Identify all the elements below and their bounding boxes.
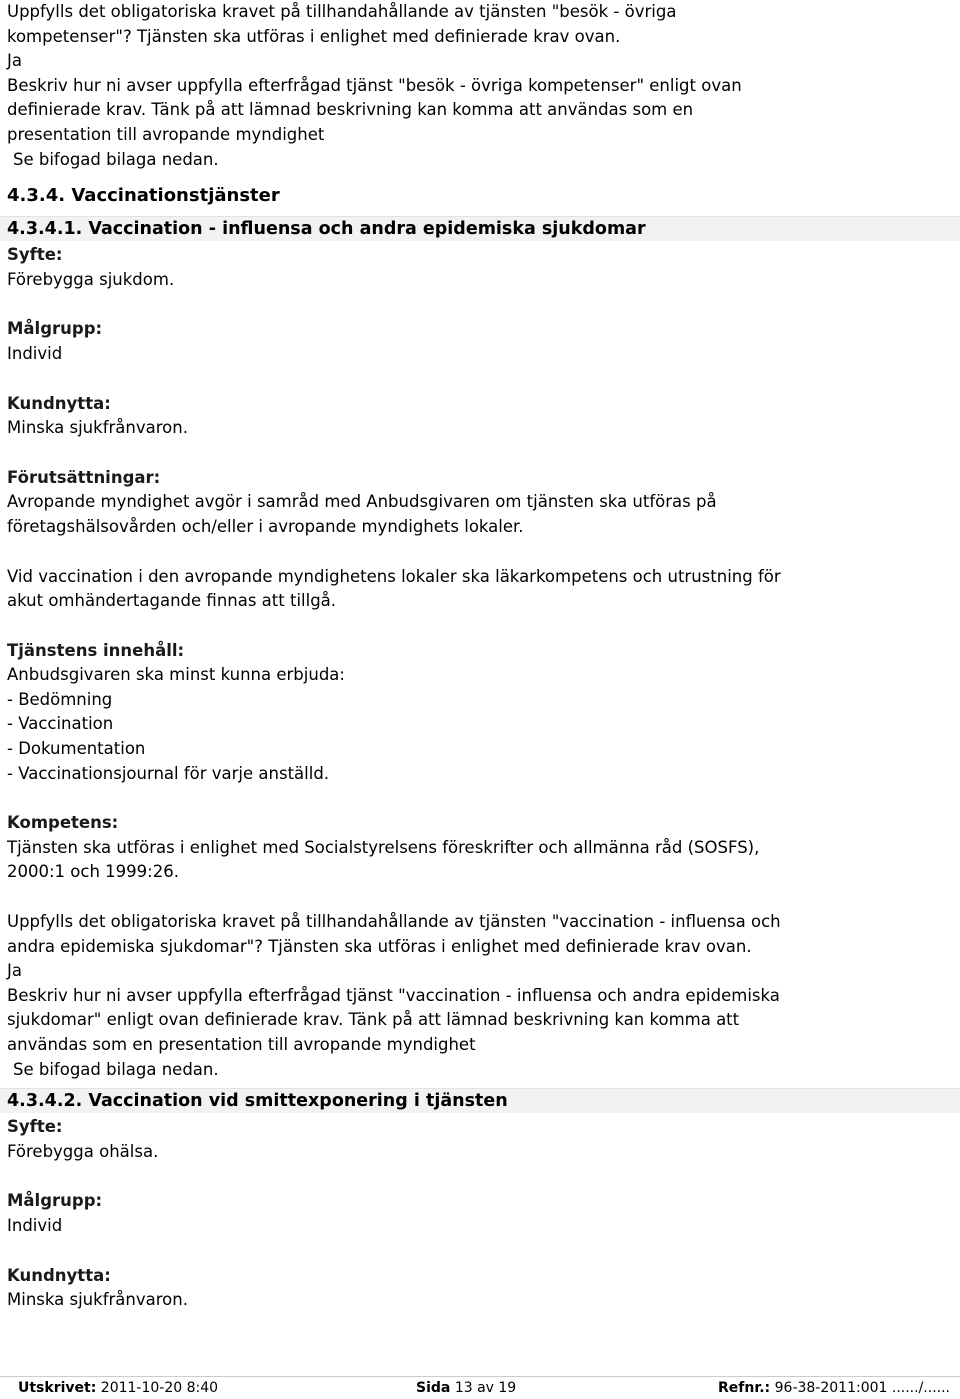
footer-refnr-value: 96-38-2011:001 ....../...... bbox=[774, 1380, 950, 1396]
top-describe-line-1: Beskriv hur ni avser uppfylla efterfrågad tjänst "besök - övriga kompetenser" enligt ovan bbox=[7, 75, 742, 95]
syfte-label: Syfte: bbox=[7, 245, 63, 265]
kompetens-line-2: 2000:1 och 1999:26. bbox=[7, 862, 179, 882]
list-item: - Bedömning bbox=[7, 689, 113, 709]
top-attachment-note: Se bifogad bilaga nedan. bbox=[13, 149, 219, 169]
innehall-intro: Anbudsgivaren ska minst kunna erbjuda: bbox=[7, 665, 345, 685]
footer-page bbox=[416, 1377, 516, 1399]
malgrupp-label: Målgrupp: bbox=[7, 319, 103, 339]
top-describe-line-2: definierade krav. Tänk på att lämnad beskrivning kan komma att användas som en bbox=[7, 100, 694, 120]
requirement-question-line-2: andra epidemiska sjukdomar"? Tjänsten ska utföras i enlighet med definierade krav ovan. bbox=[7, 936, 752, 956]
document-page bbox=[7, 0, 957, 1313]
malgrupp-value: Individ bbox=[7, 343, 63, 363]
vid-vaccination-line-1: Vid vaccination i den avropande myndighetens lokaler ska läkarkompetens och utrustning för bbox=[7, 566, 781, 586]
footer-refnr-label: Refnr.: bbox=[718, 1380, 771, 1396]
syfte-value: Förebygga sjukdom. bbox=[7, 269, 175, 289]
subsection-title: 4.3.4.1. Vaccination - influensa och andra epidemiska sjukdomar bbox=[0, 216, 960, 241]
innehall-label: Tjänstens innehåll: bbox=[7, 640, 185, 660]
kundnytta-value: Minska sjukfrånvaron. bbox=[7, 1290, 188, 1310]
kundnytta-value: Minska sjukfrånvaron. bbox=[7, 418, 188, 438]
list-item: - Vaccination bbox=[7, 714, 114, 734]
syfte-value: Förebygga ohälsa. bbox=[7, 1141, 159, 1161]
subsection-4341 bbox=[7, 216, 957, 1082]
footer-printed bbox=[18, 1377, 218, 1399]
top-answer: Ja bbox=[7, 51, 22, 71]
top-describe-line-3: presentation till avropande myndighet bbox=[7, 124, 325, 144]
attachment-note: Se bifogad bilaga nedan. bbox=[13, 1059, 219, 1079]
subsection-4342 bbox=[7, 1088, 957, 1313]
list-item: - Dokumentation bbox=[7, 739, 146, 759]
describe-line-2: sjukdomar" enligt ovan definierade krav. Tänk på att lämnad beskrivning kan komma att bbox=[7, 1010, 740, 1030]
footer-refnr bbox=[718, 1377, 950, 1399]
footer-page-value: 13 av 19 bbox=[454, 1380, 517, 1396]
forutsattningar-label: Förutsättningar: bbox=[7, 467, 161, 487]
malgrupp-value: Individ bbox=[7, 1215, 63, 1235]
kompetens-label: Kompetens: bbox=[7, 813, 119, 833]
requirement-answer: Ja bbox=[7, 961, 22, 981]
footer-page-label: Sida bbox=[416, 1380, 451, 1396]
top-question-line-1: Uppfylls det obligatoriska kravet på tillhandahållande av tjänsten "besök - övriga bbox=[7, 2, 677, 21]
kundnytta-label: Kundnytta: bbox=[7, 1265, 111, 1285]
footer-printed-value: 2011-10-20 8:40 bbox=[100, 1380, 219, 1396]
syfte-label: Syfte: bbox=[7, 1117, 63, 1137]
describe-line-1: Beskriv hur ni avser uppfylla efterfrågad tjänst "vaccination - influensa och andra epidemiska bbox=[7, 985, 780, 1005]
forutsattningar-line-2: företagshälsovården och/eller i avropande myndighets lokaler. bbox=[7, 516, 524, 536]
list-item: - Vaccinationsjournal för varje anställd. bbox=[7, 763, 330, 783]
describe-line-3: användas som en presentation till avropande myndighet bbox=[7, 1035, 476, 1054]
top-question-line-2: kompetenser"? Tjänsten ska utföras i enlighet med definierade krav ovan. bbox=[7, 26, 621, 46]
section-title: 4.3.4. Vaccinationstjänster bbox=[7, 185, 280, 207]
kompetens-line-1: Tjänsten ska utföras i enlighet med Socialstyrelsens föreskrifter och allmänna råd (SOSFS), bbox=[7, 837, 760, 857]
malgrupp-label: Målgrupp: bbox=[7, 1191, 103, 1211]
vid-vaccination-line-2: akut omhändertagande finnas att tillgå. bbox=[7, 591, 337, 611]
page-footer bbox=[0, 1376, 960, 1399]
kundnytta-label: Kundnytta: bbox=[7, 393, 111, 413]
forutsattningar-line-1: Avropande myndighet avgör i samråd med Anbudsgivaren om tjänsten ska utföras på bbox=[7, 492, 717, 512]
requirement-question-line-1: Uppfylls det obligatoriska kravet på tillhandahållande av tjänsten "vaccination - influensa och bbox=[7, 912, 781, 932]
subsection-title: 4.3.4.2. Vaccination vid smittexponering i tjänsten bbox=[0, 1088, 960, 1113]
footer-printed-label: Utskrivet: bbox=[18, 1380, 97, 1396]
top-block bbox=[7, 0, 957, 172]
